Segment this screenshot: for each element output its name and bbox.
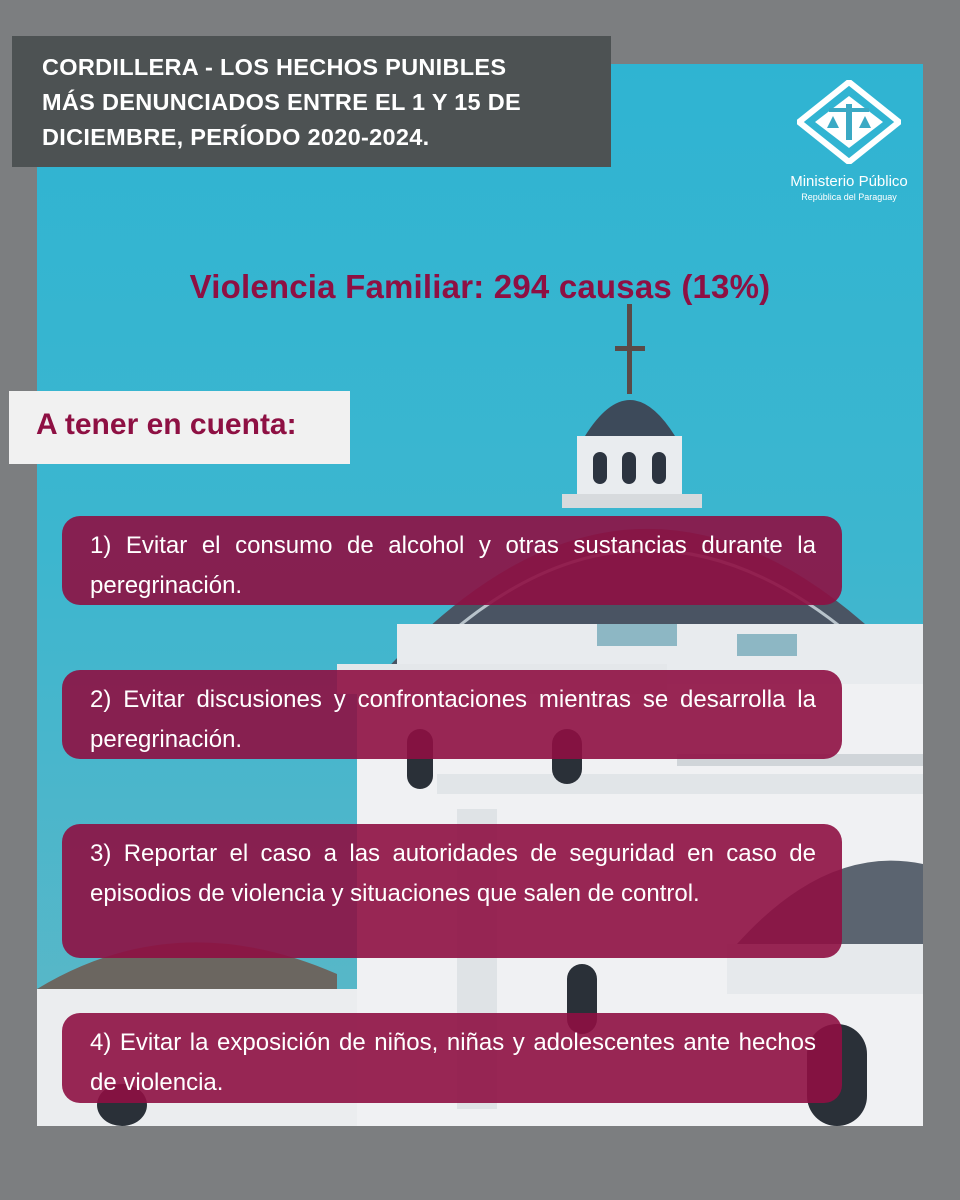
- title-line-3: DICIEMBRE, PERÍODO 2020-2024.: [42, 124, 430, 150]
- tip-item-1: [62, 516, 842, 605]
- tip-item-2: [62, 670, 842, 759]
- note-heading-box: [9, 391, 350, 464]
- title-banner: [12, 36, 611, 167]
- headline-stat: Violencia Familiar: 294 causas (13%): [189, 268, 771, 305]
- logo-country: República del Paraguay: [801, 192, 897, 202]
- balance-scale-icon: [797, 80, 901, 164]
- tip-item-3: [62, 824, 842, 958]
- tip-text-3: 3) Reportar el caso a las autoridades de seguridad en caso de episodios de violencia y situaciones que salen de control.: [90, 840, 816, 907]
- tip-text-4: 4) Evitar la exposición de niños, niñas y adolescentes ante hechos de violencia.: [90, 1029, 816, 1096]
- title-line-1: CORDILLERA - LOS HECHOS PUNIBLES: [42, 54, 507, 80]
- tip-text-1: 1) Evitar el consumo de alcohol y otras sustancias durante la peregrinación.: [90, 532, 816, 599]
- note-heading: A tener en cuenta:: [36, 408, 297, 441]
- tip-text-2: 2) Evitar discusiones y confrontaciones mientras se desarrolla la peregrinación.: [90, 686, 816, 753]
- logo-name: Ministerio Público: [790, 173, 908, 190]
- title-line-2: MÁS DENUNCIADOS ENTRE EL 1 Y 15 DE: [42, 89, 522, 115]
- tip-item-4: [62, 1013, 842, 1103]
- ministerio-publico-logo: [775, 80, 923, 200]
